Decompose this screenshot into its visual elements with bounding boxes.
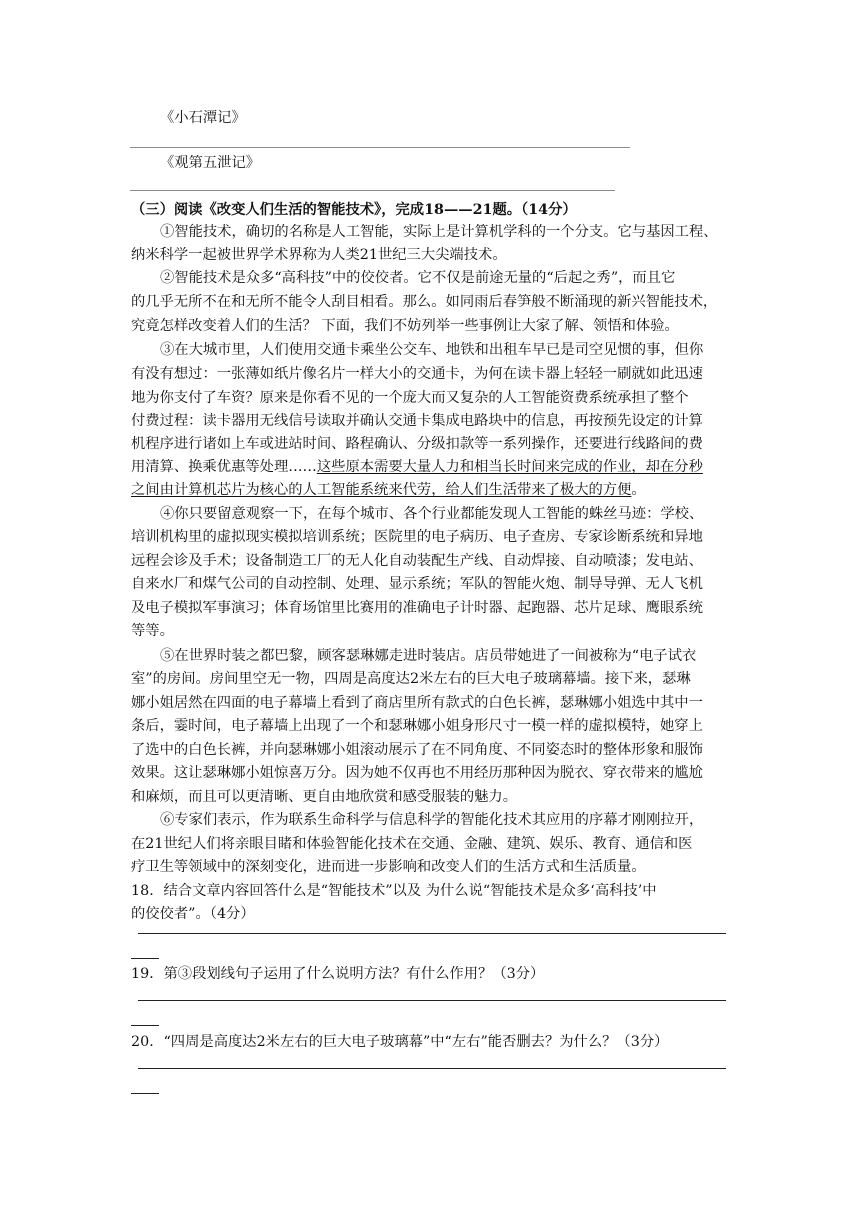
- paragraph-line: 条后，霎时间，电子幕墙上出现了一个和瑟琳娜小姐身形尺寸一模一样的虚拟模特，她穿上: [131, 718, 703, 734]
- paragraph-line: 及电子模拟军事演习；体育场馆里比赛用的准确电子计时器、起跑器、芯片足球、鹰眼系统: [131, 600, 703, 616]
- title-rule: [130, 190, 615, 191]
- paragraph-line: 机程序进行诸如上车或进站时间、路程确认、分级扣款等一系列操作，还要进行线路间的费: [131, 436, 703, 452]
- paragraph-line: 地为你支付了车资？原来是你看不见的一个庞大而又复杂的人工智能资费系统承担了整个: [131, 390, 689, 406]
- paragraph-text: 用清算、换乘优惠等处理……: [131, 459, 317, 475]
- paragraph-line: 付费过程：读卡器用无线信号读取并确认交通卡集成电路块中的信息，再按预先设定的计算: [131, 413, 703, 429]
- paragraph-line: 等等。: [131, 623, 174, 639]
- paragraph-line: 在21世纪人们将亲眼目睹和体验智能化技术在交通、金融、建筑、娱乐、教育、通信和医: [131, 836, 693, 852]
- paragraph-line: 纳米科学一起被世界学术界称为人类21世纪三大尖端技术。: [131, 247, 507, 263]
- answer-line[interactable]: [138, 1068, 726, 1069]
- paragraph-line: ④你只要留意观察一下，在每个城市、各个行业都能发现人工智能的蛛丝马迹：学校、: [160, 506, 704, 522]
- answer-line-end: [131, 958, 159, 959]
- paragraph-line: 的几乎无所不在和无所不能令人刮目相看。那么。如同雨后春笋般不断涌现的新兴智能技术，: [131, 294, 718, 310]
- paragraph-line: 了选中的白色长裤，并向瑟琳娜小姐滚动展示了在不同角度、不同姿态时的整体形象和服饰: [131, 742, 703, 758]
- paragraph-line: ③在大城市里，人们使用交通卡乘坐公交车、地铁和出租车早已是司空见惯的事，但你: [160, 342, 704, 358]
- paragraph-line: 究竟怎样改变着人们的生活？ 下面，我们不妨列举一些事例让大家了解、领悟和体验。: [131, 318, 679, 334]
- question-18: 18．结合文章内容回答什么是“智能技术”以及 为什么说“智能技术是众多‘高科技’中: [131, 883, 657, 899]
- paragraph-line: ①智能技术，确切的名称是人工智能，实际上是计算机学科的一个分支。它与基因工程、: [160, 224, 718, 240]
- title-rule: [130, 147, 630, 148]
- paragraph-line: ⑥专家们表示，作为联系生命科学与信息科学的智能化技术其应用的序幕才刚刚拉开，: [160, 812, 704, 828]
- paragraph-line: 室”的房间。房间里空无一物，四周是高度达2米左右的巨大电子玻璃幕墙。接下来，瑟琳: [131, 671, 691, 687]
- paragraph-line: 培训机构里的虚拟现实模拟培训系统；医院里的电子病历、电子查房、专家诊断系统和异地: [131, 529, 703, 545]
- underlined-sentence: 之间由计算机芯片为核心的人工智能系统来代劳，给人们生活带来了极大的方便: [131, 482, 632, 498]
- underlined-sentence: 这些原本需要大量人力和相当长时间来完成的作业，却在分秒: [316, 459, 703, 475]
- paragraph-line: 自来水厂和煤气公司的自动控制、处理、显示系统；军队的智能火炮、制导导弹、无人飞机: [131, 576, 703, 592]
- question-19: 19．第③段划线句子运用了什么说明方法？有什么作用？（3分）: [131, 966, 545, 982]
- title-xiaoshitan: 《小石潭记》: [160, 110, 246, 126]
- paragraph-line: ⑤在世界时装之都巴黎，顾客瑟琳娜走进时装店。店员带她进了一间被称为“电子试衣: [160, 648, 697, 664]
- title-guandiwuxie: 《观第五泄记》: [160, 155, 261, 171]
- paragraph-line: 效果。这让瑟琳娜小姐惊喜万分。因为她不仅再也不用经历那种因为脱衣、穿衣带来的尴尬: [131, 765, 703, 781]
- paragraph-line: ②智能技术是众多“高科技”中的佼佼者。它不仅是前途无量的“后起之秀”，而且它: [160, 270, 676, 286]
- answer-line[interactable]: [138, 933, 726, 934]
- section-heading: （三）阅读《改变人们生活的智能技术》，完成18——21题。（14分）: [131, 202, 577, 218]
- answer-line-end: [131, 1093, 159, 1094]
- paragraph-text: 。: [631, 482, 646, 498]
- paragraph-line: [131, 478, 646, 502]
- paragraph-line: 远程会诊及手术；设备制造工厂的无人化自动装配生产线、自动焊接、自动喷漆；发电站、: [131, 553, 703, 569]
- answer-line-end: [131, 1025, 159, 1026]
- paragraph-line: 疗卫生等领域中的深刻变化，进而进一步影响和改变人们的生活方式和生活质量。: [131, 859, 646, 875]
- question-18-cont: 的佼佼者”。（4分）: [131, 906, 255, 922]
- question-20: 20．“四周是高度达2米左右的巨大电子玻璃幕”中“左右”能否删去？为什么？（3分）: [131, 1034, 669, 1050]
- paragraph-line: 有没有想过：一张薄如纸片像名片一样大小的交通卡，为何在读卡器上轻轻一刷就如此迅速: [131, 366, 703, 382]
- answer-line[interactable]: [138, 1000, 726, 1001]
- paragraph-line: 和麻烦，而且可以更清晰、更自由地欣赏和感受服装的魅力。: [131, 789, 518, 805]
- paragraph-line: [131, 455, 703, 479]
- paragraph-line: 娜小姐居然在四面的电子幕墙上看到了商店里所有款式的白色长裤，瑟琳娜小姐选中其中一: [131, 695, 703, 711]
